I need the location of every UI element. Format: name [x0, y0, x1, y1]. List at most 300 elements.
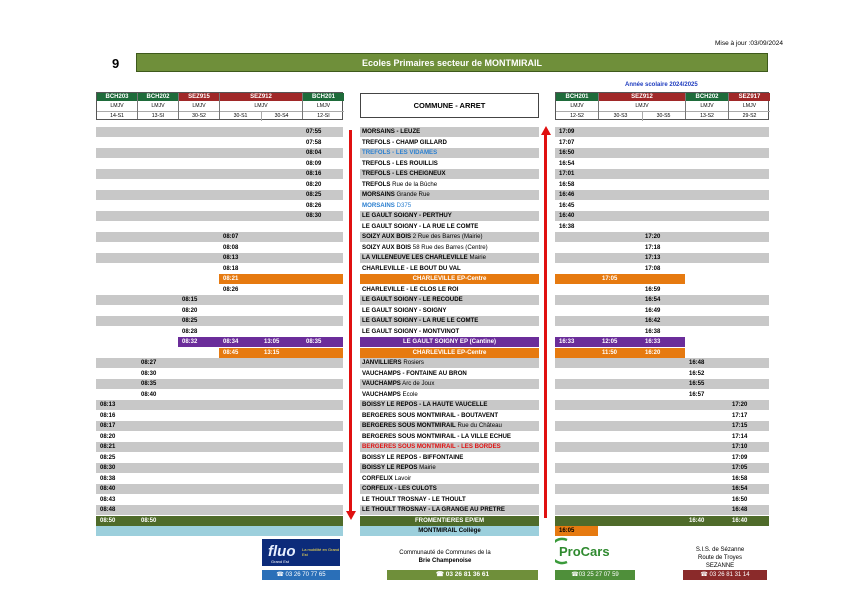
left-header-sez912 [220, 93, 303, 119]
empty-cell [728, 211, 769, 221]
course-code [220, 111, 302, 121]
empty-cell [178, 421, 219, 431]
table-row [0, 295, 842, 305]
stop-name [360, 243, 539, 253]
community-name: Communauté de Communes de la Brie Champenoise [399, 550, 491, 564]
stop-name [360, 337, 539, 347]
empty-cell [555, 232, 598, 242]
empty-cell [728, 253, 769, 263]
stop-name [360, 358, 539, 368]
sis-address: S.I.S. de Sézanne Route de Troyes SEZANNE [695, 547, 745, 569]
stop-name [360, 138, 539, 148]
empty-cell [685, 169, 728, 179]
departure-time: 08:13 [219, 253, 302, 263]
course-code: 12-SI [303, 111, 344, 121]
return-time: 17:14 [732, 433, 748, 440]
table-row [0, 159, 842, 169]
empty-cell [302, 421, 343, 431]
procars-logo [555, 537, 635, 565]
empty-cell [302, 358, 343, 368]
table-row [0, 379, 842, 389]
table-row [0, 285, 842, 295]
table-row [0, 201, 842, 211]
empty-cell [685, 505, 728, 515]
empty-cell [96, 358, 137, 368]
table-row [0, 253, 842, 263]
departure-time: 08:32 [178, 337, 219, 347]
empty-cell [598, 358, 685, 368]
empty-cell [302, 253, 343, 263]
stop-name [360, 180, 539, 190]
stop-name [360, 232, 539, 242]
empty-cell [302, 316, 343, 326]
departure-time: 08:48 [96, 505, 137, 515]
empty-cell [598, 516, 685, 526]
table-row [0, 369, 842, 379]
empty-cell [728, 358, 769, 368]
empty-cell [685, 127, 728, 137]
empty-cell [219, 484, 302, 494]
empty-cell [728, 379, 769, 389]
stop-name [360, 222, 539, 232]
service-days: LMJV [110, 103, 124, 109]
return-time: 17:07 [559, 139, 575, 146]
empty-cell [555, 400, 598, 410]
empty-cell [96, 316, 137, 326]
empty-cell [685, 316, 728, 326]
stop-detail: Ecole [400, 390, 418, 398]
empty-cell [137, 232, 178, 242]
stop-name [360, 442, 539, 452]
stop-commune: LE GAULT SOIGNY - LE RECOUDE [362, 296, 463, 303]
empty-cell [178, 169, 219, 179]
stop-commune: LE THOULT TROSNAY - LE THOULT [362, 495, 466, 503]
empty-cell [178, 232, 219, 242]
stop-name [360, 379, 539, 389]
stop-detail: 58 Rue des Barres (Centre) [411, 243, 488, 251]
table-row [0, 190, 842, 200]
stop-commune: FROMENTIERES EP/EM [414, 516, 485, 524]
return-time: 17:13 [641, 253, 685, 263]
table-row [0, 432, 842, 442]
empty-cell [137, 463, 178, 473]
stop-commune: LE GAULT SOIGNY EP (Cantine) [402, 338, 497, 345]
empty-cell [96, 253, 137, 263]
empty-cell [685, 190, 728, 200]
empty-cell [302, 348, 343, 358]
stop-detail: Grande Rue [394, 191, 430, 198]
empty-cell [555, 316, 598, 326]
stop-commune: VAUCHAMPS [362, 380, 401, 387]
empty-cell [302, 379, 343, 389]
empty-cell [96, 526, 343, 536]
stop-detail: Lavoir [392, 474, 412, 482]
empty-cell [137, 148, 178, 158]
stop-name [360, 316, 539, 326]
stop-commune: TREFOLS [362, 180, 391, 188]
empty-cell [598, 484, 685, 494]
empty-cell [302, 516, 343, 526]
empty-cell [598, 505, 685, 515]
empty-cell [685, 421, 728, 431]
stop-commune: CHARLEVILLE - LE CLOS LE ROI [362, 285, 459, 293]
departure-time: 08:50 [137, 516, 178, 526]
stop-commune: VAUCHAMPS [362, 390, 401, 398]
stop-detail: Rue de la Bûche [390, 180, 438, 188]
stop-name [360, 148, 539, 158]
return-time: 16:46 [555, 190, 598, 200]
stop-detail: Rue du Château [455, 422, 502, 429]
stop-commune: CHARLEVILLE EP-Centre [412, 275, 487, 282]
departure-time: 08:43 [100, 496, 116, 503]
empty-cell [178, 148, 219, 158]
departure-time: 08:40 [96, 484, 137, 494]
empty-cell [219, 400, 302, 410]
stop-name [360, 495, 539, 505]
stop-name [360, 211, 539, 221]
downward-arrow-icon [346, 511, 356, 520]
upward-arrow-shaft [544, 134, 547, 518]
line-code: BCH203 [97, 93, 137, 101]
service-days: LMJV [742, 103, 757, 109]
right-header-bch201 [556, 93, 599, 119]
course-code: 13-SI [138, 111, 178, 121]
departure-time: 08:26 [223, 286, 239, 293]
stop-commune: BOISSY LE REPOS - BIFFONTAINE [362, 453, 464, 461]
departure-time: 07:58 [306, 139, 322, 146]
stop-name [360, 274, 539, 284]
table-row [0, 453, 842, 463]
return-time: 16:58 [732, 475, 748, 482]
empty-cell [302, 400, 343, 410]
empty-cell [96, 190, 137, 200]
empty-cell [555, 379, 598, 389]
return-time: 16:54 [559, 160, 575, 167]
empty-cell [178, 211, 219, 221]
empty-cell [555, 253, 598, 263]
empty-cell [685, 148, 728, 158]
return-time: 16:33 [555, 337, 598, 347]
table-row [0, 358, 842, 368]
stop-commune: BERGERES SOUS MONTMIRAIL [362, 422, 456, 429]
empty-cell [219, 505, 302, 515]
return-time: 12:05 [598, 337, 641, 347]
return-time: 16:57 [689, 391, 705, 398]
departure-time: 08:16 [302, 169, 343, 179]
empty-cell [219, 127, 302, 137]
empty-cell [137, 190, 178, 200]
empty-cell [137, 316, 178, 326]
empty-cell [96, 379, 137, 389]
return-time: 16:20 [641, 348, 685, 358]
empty-cell [598, 211, 685, 221]
empty-cell [685, 484, 728, 494]
empty-cell [598, 148, 685, 158]
return-time: 17:15 [728, 421, 769, 431]
stop-name [360, 411, 539, 421]
empty-cell [598, 400, 685, 410]
empty-cell [178, 442, 219, 452]
departure-time: 08:18 [223, 265, 239, 272]
empty-cell [137, 295, 178, 305]
procars-phone: ☎03 25 27 07 59 [555, 570, 635, 580]
empty-cell [302, 505, 343, 515]
stop-name [360, 390, 539, 400]
return-time: 16:05 [555, 526, 598, 536]
departure-time: 08:45 [219, 348, 260, 358]
stop-name [360, 306, 539, 316]
return-time: 16:48 [685, 358, 728, 368]
return-time: 16:40 [685, 516, 728, 526]
line-code: BCH202 [138, 93, 178, 101]
departure-time: 08:38 [100, 475, 116, 482]
return-time: 17:09 [732, 454, 748, 461]
line-code: BCH202 [686, 93, 728, 101]
empty-cell [685, 400, 728, 410]
empty-cell [302, 274, 343, 284]
return-time: 16:38 [559, 223, 575, 230]
return-time: 16:50 [555, 148, 598, 158]
svg-text:ProCars: ProCars [559, 544, 610, 559]
stop-name [360, 285, 539, 295]
empty-cell [598, 127, 685, 137]
empty-cell [685, 295, 728, 305]
departure-time: 08:35 [137, 379, 178, 389]
stop-name [360, 400, 539, 410]
service-days: LMJV [570, 103, 584, 109]
stop-commune: JANVILLIERS [362, 359, 402, 366]
empty-cell [219, 358, 302, 368]
empty-cell [302, 463, 343, 473]
stop-name [360, 463, 539, 473]
return-time: 17:20 [728, 400, 769, 410]
stop-commune: CHARLEVILLE - LE BOUT DU VAL [362, 264, 461, 272]
empty-cell [137, 421, 178, 431]
departure-time: 08:25 [100, 454, 116, 461]
empty-cell [728, 169, 769, 179]
stop-detail: 2 Rue des Barres (Mairie) [411, 233, 483, 240]
stop-name [360, 484, 539, 494]
return-time: 17:09 [555, 127, 598, 137]
table-row [0, 306, 842, 316]
table-row [0, 348, 842, 358]
line-code: BCH201 [303, 93, 344, 101]
empty-cell [219, 442, 302, 452]
page-title: Ecoles Primaires secteur de MONTMIRAIL [136, 53, 768, 72]
course-code-a: 30-S1 [220, 112, 262, 121]
empty-cell [178, 190, 219, 200]
stop-commune: VAUCHAMPS - FONTAINE AU BRON [362, 369, 467, 377]
table-row [0, 411, 842, 421]
stop-commune: SOIZY AUX BOIS [362, 233, 412, 240]
table-row [0, 516, 842, 526]
table-row [0, 274, 842, 284]
departure-time: 08:17 [96, 421, 137, 431]
empty-cell [728, 295, 769, 305]
table-row [0, 421, 842, 431]
stop-detail: Arc de Joux [400, 380, 435, 387]
left-header-bch201 [303, 93, 344, 119]
stop-name [360, 159, 539, 169]
stop-commune: TREFOLS - CHAMP GILLARD [362, 138, 447, 146]
return-time: 16:52 [689, 370, 705, 377]
stop-name [360, 169, 539, 179]
departure-time: 08:09 [306, 160, 322, 167]
stop-commune: LE THOULT TROSNAY - LA GRANGE AU PRETRE [362, 506, 505, 513]
departure-time: 08:16 [100, 412, 116, 419]
empty-cell [598, 295, 641, 305]
right-header-bch202 [686, 93, 729, 119]
stop-detail: Mairie [467, 254, 487, 261]
service-days: LMJV [316, 103, 331, 109]
stop-name [360, 453, 539, 463]
departure-time: 08:15 [178, 295, 219, 305]
empty-cell [219, 516, 302, 526]
return-time: 17:20 [641, 232, 685, 242]
return-time: 16:40 [728, 516, 769, 526]
stop-name [360, 421, 539, 431]
right-header-box [555, 92, 769, 120]
stop-commune: LE GAULT SOIGNY - MONTVINOT [362, 327, 460, 335]
stop-commune: TREFOLS - LES CHEIGNEUX [362, 170, 446, 177]
empty-cell [178, 484, 219, 494]
departure-time: 08:35 [302, 337, 343, 347]
stop-name [360, 190, 539, 200]
stop-commune: CORFELIX [362, 474, 393, 482]
table-row [0, 390, 842, 400]
empty-cell [598, 169, 685, 179]
empty-cell [728, 127, 769, 137]
departure-time: 08:21 [96, 442, 137, 452]
stop-detail: D375 [394, 201, 412, 209]
course-code-b: 30-S4 [274, 113, 289, 119]
stop-commune: BOISSY LE REPOS [362, 464, 418, 471]
table-row [0, 400, 842, 410]
fluo-phone: ☎ 03 26 70 77 65 [262, 570, 340, 580]
left-header-sez915 [179, 93, 220, 119]
empty-cell [728, 316, 769, 326]
stop-commune: MORSAINS [362, 191, 395, 198]
stop-commune: TREFOLS - LES VIDAMES [362, 149, 438, 156]
empty-cell [96, 148, 137, 158]
empty-cell [219, 295, 302, 305]
return-time: 17:17 [732, 412, 748, 419]
table-row [0, 222, 842, 232]
departure-time: 08:13 [96, 400, 137, 410]
left-header-bch203 [97, 93, 138, 119]
course-code [599, 111, 685, 121]
upward-arrow-icon [541, 126, 551, 135]
empty-cell [219, 421, 302, 431]
table-row [0, 169, 842, 179]
empty-cell [178, 400, 219, 410]
empty-cell [178, 127, 219, 137]
sis-phone: ☎ 03 26 81 31 14 [683, 570, 767, 580]
stop-name [360, 474, 539, 484]
empty-cell [178, 253, 219, 263]
empty-cell [555, 463, 598, 473]
departure-time: 08:21 [219, 274, 302, 284]
departure-time: 08:27 [137, 358, 178, 368]
stop-detail: Mairie [417, 464, 436, 471]
line-code: BCH201 [556, 93, 598, 101]
return-time: 16:58 [559, 181, 575, 188]
stop-commune: TREFOLS - LES ROUILLIS [362, 159, 438, 167]
return-time: 16:49 [645, 307, 661, 314]
stop-commune: BERGERES SOUS MONTMIRAIL - BOUTAVENT [362, 411, 499, 419]
table-row [0, 148, 842, 158]
empty-cell [598, 442, 685, 452]
departure-time: 08:34 [219, 337, 260, 347]
empty-cell [96, 169, 137, 179]
service-days: LMJV [192, 103, 206, 109]
table-row [0, 474, 842, 484]
stop-name [360, 295, 539, 305]
empty-cell [555, 295, 598, 305]
departure-time: 08:20 [306, 181, 322, 188]
return-time: 16:59 [645, 286, 661, 293]
return-time: 16:42 [641, 316, 685, 326]
empty-cell [219, 463, 302, 473]
course-code: 14-S1 [97, 111, 137, 121]
table-row [0, 463, 842, 473]
empty-cell [219, 169, 302, 179]
line-code: SEZ912 [599, 93, 685, 101]
table-row [0, 211, 842, 221]
departure-time: 13:05 [260, 337, 302, 347]
table-row [0, 180, 842, 190]
stop-commune: MORSAINS - LEUZE [362, 128, 421, 135]
left-header-box [96, 92, 343, 120]
return-time: 16:50 [732, 496, 748, 503]
empty-cell [685, 463, 728, 473]
table-row [0, 327, 842, 337]
empty-cell [555, 484, 598, 494]
empty-cell [137, 127, 178, 137]
empty-cell [555, 421, 598, 431]
empty-cell [219, 316, 302, 326]
empty-cell [137, 442, 178, 452]
empty-cell [178, 463, 219, 473]
departure-time: 08:25 [302, 190, 343, 200]
empty-cell [728, 148, 769, 158]
stop-name [360, 526, 539, 536]
stop-name [360, 348, 539, 358]
left-header-bch202 [138, 93, 179, 119]
stop-commune: SOIZY AUX BOIS [362, 243, 412, 251]
empty-cell [96, 127, 137, 137]
return-time: 17:08 [645, 265, 661, 272]
empty-cell [137, 169, 178, 179]
stop-commune: MONTMIRAIL Collège [418, 527, 481, 534]
empty-cell [178, 505, 219, 515]
stop-commune: CHARLEVILLE EP-Centre [412, 348, 487, 356]
stop-name [360, 127, 539, 137]
empty-cell [96, 232, 137, 242]
course-code: 29-S2 [729, 111, 770, 121]
table-row [0, 495, 842, 505]
page-number: 9 [112, 56, 120, 71]
departure-time: 08:04 [302, 148, 343, 158]
table-row [0, 484, 842, 494]
return-time: 17:05 [598, 274, 685, 284]
fluo-logo: fluo La mobilité en Grand Est Grand Est [262, 539, 340, 566]
return-time: 11:50 [598, 348, 641, 358]
empty-cell [555, 516, 598, 526]
return-time: 16:33 [641, 337, 685, 347]
stop-commune: BOISSY LE REPOS - LA HAUTE VAUCELLE [362, 401, 488, 408]
table-row [0, 243, 842, 253]
